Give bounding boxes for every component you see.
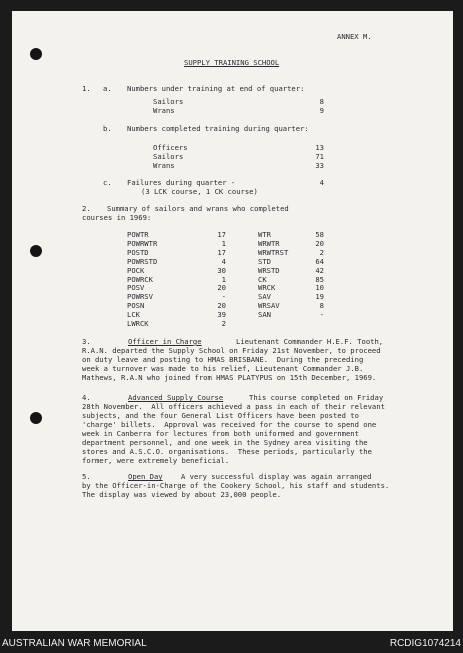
paragraph-line: stores and A.S.C.O. organisations. These periods, particularly the <box>82 447 372 456</box>
paragraph-line: 'charge' billets. Approval was received for the course to spend one <box>82 420 377 429</box>
item-label: Failures during quarter - <box>127 178 236 187</box>
item-letter: c. <box>103 178 112 187</box>
summary-course-count: 8 <box>319 301 324 311</box>
summary-course-count: 19 <box>315 292 324 302</box>
row-label: Officers <box>153 143 188 152</box>
document-page <box>12 11 453 631</box>
row-value: 9 <box>319 106 324 115</box>
summary-course-count: 30 <box>217 265 226 275</box>
paragraph-line: department personnel, and one week in the Sydney area visiting the <box>82 438 368 447</box>
page-title: SUPPLY TRAINING SCHOOL <box>184 58 280 67</box>
paragraph-line: A very successful display was again arranged <box>181 472 372 481</box>
row-value: 4 <box>319 178 324 187</box>
section-heading: Advanced Supply Course <box>128 393 224 402</box>
summary-course-count: - <box>221 292 226 302</box>
paragraph-line: former, were extremely beneficial. <box>82 456 230 465</box>
row-value: 33 <box>315 161 324 170</box>
summary-course-count: 20 <box>217 301 226 311</box>
row-label: Sailors <box>153 97 184 106</box>
summary-course-count: 10 <box>315 283 324 293</box>
paragraph-line: Lieutenant Commander H.E.F. Tooth, <box>236 337 384 346</box>
summary-course-count: 2 <box>319 247 324 257</box>
row-label: Wrans <box>153 161 175 170</box>
item-label: Numbers completed training during quarter: <box>127 124 309 133</box>
summary-course-count: 64 <box>315 256 324 266</box>
summary-course-count: 39 <box>217 310 226 320</box>
row-label: Wrans <box>153 106 175 115</box>
summary-course-count: 20 <box>217 283 226 293</box>
summary-course-label: POWTR <box>127 230 149 239</box>
item-letter: a. <box>103 84 112 93</box>
summary-course-count: 42 <box>315 265 324 275</box>
summary-course-count: 4 <box>221 256 226 266</box>
archive-footer <box>0 634 463 653</box>
paragraph-line: The display was viewed by about 23,000 people. <box>82 490 282 499</box>
paragraph-line: week a turnover was made to his relief, Lieutenant Commander J.B. <box>82 364 364 373</box>
item-letter: b. <box>103 124 112 133</box>
item-note: (3 LCK course, 1 CK course) <box>141 187 258 196</box>
summary-course-label: POWRSTD <box>127 256 158 266</box>
summary-course-label: POSTD <box>127 247 149 257</box>
row-value: 8 <box>319 97 324 106</box>
footer-record-id: RCDIG1074214 <box>389 638 461 649</box>
paragraph-line: This course completed on Friday <box>249 393 384 402</box>
section-number: 4. <box>82 393 91 402</box>
summary-course-label: SAN <box>258 310 271 320</box>
paragraph-line: courses in 1969: <box>82 213 152 222</box>
summary-course-count: 85 <box>315 274 324 284</box>
summary-course-label: POSN <box>127 301 145 311</box>
summary-course-count: 2 <box>221 319 226 328</box>
annex-label: ANNEX M. <box>337 32 372 41</box>
item-label: Numbers under training at end of quarter: <box>127 84 305 93</box>
summary-course-count: 17 <box>217 247 226 257</box>
paragraph-line: Summary of sailors and wrans who completed <box>107 204 289 213</box>
row-value: 13 <box>315 143 324 152</box>
summary-course-count: 1 <box>221 274 226 284</box>
row-label: Sailors <box>153 152 184 161</box>
summary-course-label: STD <box>258 256 271 266</box>
summary-course-label: SAV <box>258 292 271 302</box>
row-value: 71 <box>315 152 324 161</box>
section-number: 1. <box>82 84 91 93</box>
summary-course-label: POCK <box>127 265 145 275</box>
summary-course-count: 58 <box>315 230 324 239</box>
summary-course-label: LCK <box>127 310 140 320</box>
summary-course-label: POWRCK <box>127 274 153 284</box>
summary-course-label: WRCK <box>258 283 276 293</box>
summary-course-label: POWRSV <box>127 292 153 302</box>
punch-hole <box>30 245 42 257</box>
summary-course-label: WRSTD <box>258 265 280 275</box>
summary-course-label: POSV <box>127 283 145 293</box>
paragraph-line: on duty leave and posting to HMAS BRISBANE. During the preceding <box>82 355 364 364</box>
paragraph-line: R.A.N. departed the Supply School on Friday 21st November, to proceed <box>82 346 381 355</box>
paragraph-line: Mathews, R.A.N who joined from HMAS PLATYPUS on 15th December, 1969. <box>82 373 377 382</box>
section-number: 2. <box>82 204 91 213</box>
section-heading: Open Day <box>128 472 163 481</box>
summary-course-count: - <box>319 310 324 320</box>
summary-course-count: 20 <box>315 238 324 248</box>
section-number: 5. <box>82 472 91 481</box>
section-heading: Officer in Charge <box>128 337 202 346</box>
summary-course-label: CK <box>258 274 267 284</box>
summary-course-label: LWRCK <box>127 319 149 328</box>
summary-course-label: WRSAV <box>258 301 280 311</box>
punch-hole <box>30 412 42 424</box>
paragraph-line: 28th November. All officers achieved a pass in each of their relevant <box>82 402 385 411</box>
paragraph-line: week in Canberra for lectures from both uniformed and government <box>82 429 359 438</box>
summary-course-count: 17 <box>217 230 226 239</box>
section-number: 3. <box>82 337 91 346</box>
summary-course-label: WTR <box>258 230 271 239</box>
summary-course-label: WRWTRST <box>258 247 289 257</box>
summary-course-label: WRWTR <box>258 238 280 248</box>
summary-course-count: 1 <box>221 238 226 248</box>
footer-institution: AUSTRALIAN WAR MEMORIAL <box>2 638 147 649</box>
punch-hole <box>30 48 42 60</box>
paragraph-line: by the Officer-in-Charge of the Cookery School, his staff and students. <box>82 481 390 490</box>
paragraph-line: subjects, and the four General List Officers have been posted to <box>82 411 359 420</box>
summary-course-label: POWRWTR <box>127 238 158 248</box>
